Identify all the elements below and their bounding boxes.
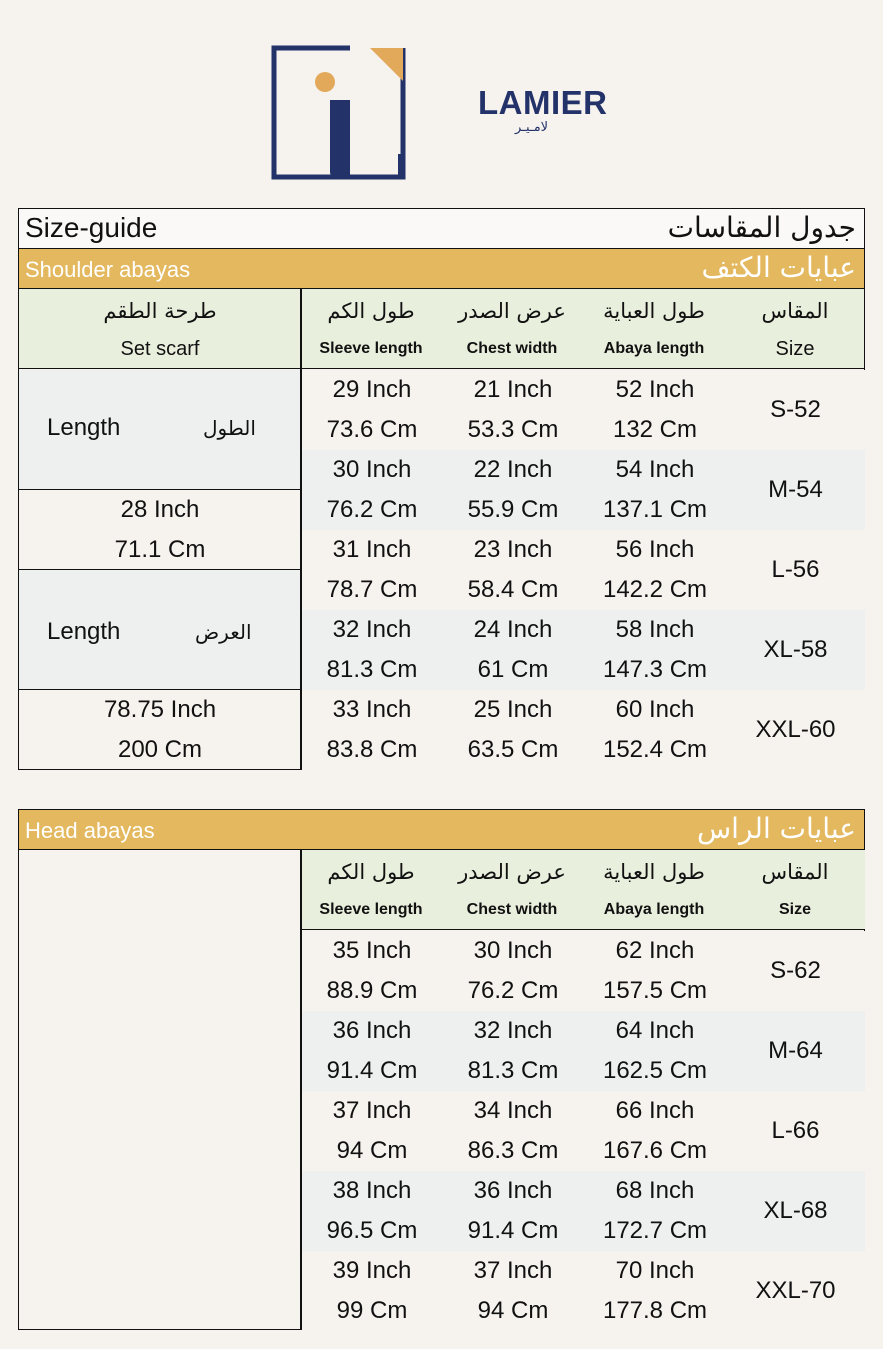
scarf-header-arabic: طرحة الطقم	[103, 299, 217, 323]
section-title-english: Head abayas	[25, 818, 155, 843]
chest-cm-value: 58.4 Cm	[467, 576, 559, 603]
size-label: L-66	[771, 1117, 820, 1144]
title-arabic: جدول المقاسات	[667, 211, 856, 244]
chest-in-value: 32 Inch	[473, 1017, 553, 1044]
abaya-cm-value: 147.3 Cm	[602, 656, 708, 683]
sleeve-cm-value: 99 Cm	[336, 1297, 408, 1324]
brand-name: LAMIER	[478, 84, 608, 121]
chest-header-english: Chest width	[466, 340, 558, 357]
size-row	[302, 1171, 865, 1251]
chest-header-arabic: عرض الصدر	[458, 860, 566, 884]
head-size-table	[18, 809, 865, 1330]
size-row	[302, 450, 865, 530]
size-label: L-56	[771, 556, 820, 583]
sleeve-in-value: 31 Inch	[332, 536, 412, 563]
sleeve-cm-value: 73.6 Cm	[326, 416, 418, 443]
chest-cm-value: 61 Cm	[477, 656, 549, 683]
sleeve-header-english: Sleeve length	[319, 901, 423, 918]
abaya-cm-value: 137.1 Cm	[602, 496, 708, 523]
size-label: S-52	[770, 396, 821, 423]
column-header-row	[19, 289, 864, 369]
size-row	[302, 690, 865, 770]
sleeve-in-value: 35 Inch	[332, 937, 412, 964]
abaya-in-value: 70 Inch	[615, 1257, 695, 1284]
size-row	[302, 931, 865, 1011]
abaya-in-value: 60 Inch	[615, 696, 695, 723]
scarf-length-inch: 28 Inch	[120, 496, 200, 523]
size-header-english: Size	[775, 337, 815, 360]
scarf-width-label-cell	[19, 570, 301, 689]
sleeve-cm-value: 83.8 Cm	[326, 736, 418, 763]
sleeve-in-value: 30 Inch	[332, 456, 412, 483]
abaya-header-english: Abaya length	[603, 340, 705, 357]
scarf-width-cm: 200 Cm	[117, 736, 203, 763]
abaya-in-value: 52 Inch	[615, 376, 695, 403]
size-label: XL-68	[763, 1197, 828, 1224]
section-title-english: Shoulder abayas	[25, 257, 191, 282]
abaya-cm-value: 172.7 Cm	[602, 1217, 708, 1244]
chest-in-value: 24 Inch	[473, 616, 553, 643]
size-row	[302, 370, 865, 450]
scarf-width-arabic: العرض	[195, 620, 252, 644]
size-header-arabic: المقاس	[761, 299, 829, 323]
scarf-length-arabic: الطول	[203, 416, 256, 440]
size-header-arabic: المقاس	[761, 860, 829, 884]
chest-cm-value: 94 Cm	[477, 1297, 549, 1324]
chest-in-value: 21 Inch	[473, 376, 553, 403]
scarf-length-label: Length	[47, 414, 121, 441]
size-row	[302, 530, 865, 610]
abaya-in-value: 58 Inch	[615, 616, 695, 643]
scarf-length-value-cell	[19, 490, 301, 569]
sleeve-cm-value: 91.4 Cm	[326, 1057, 418, 1084]
chest-in-value: 37 Inch	[473, 1257, 553, 1284]
abaya-header-arabic: طول العباية	[603, 860, 705, 884]
column-header-row	[301, 850, 865, 930]
sleeve-in-value: 39 Inch	[332, 1257, 412, 1284]
scarf-width-label: Length	[47, 618, 121, 645]
sleeve-cm-value: 96.5 Cm	[326, 1217, 418, 1244]
scarf-length-cm: 71.1 Cm	[114, 536, 206, 563]
chest-cm-value: 81.3 Cm	[467, 1057, 559, 1084]
section-title-arabic: عبايات الراس	[697, 812, 856, 845]
sleeve-cm-value: 76.2 Cm	[326, 496, 418, 523]
sleeve-header-english: Sleeve length	[319, 340, 423, 357]
abaya-cm-value: 157.5 Cm	[602, 977, 708, 1004]
scarf-width-value-cell	[19, 690, 301, 769]
lamier-logo-icon	[270, 44, 410, 182]
size-label: XL-58	[763, 636, 828, 663]
chest-cm-value: 55.9 Cm	[467, 496, 559, 523]
sleeve-cm-value: 94 Cm	[336, 1137, 408, 1164]
chest-cm-value: 91.4 Cm	[467, 1217, 559, 1244]
chest-cm-value: 63.5 Cm	[467, 736, 559, 763]
chest-header-arabic: عرض الصدر	[458, 299, 566, 323]
abaya-header-english: Abaya length	[603, 901, 705, 918]
sleeve-header-arabic: طول الكم	[327, 299, 415, 323]
abaya-cm-value: 162.5 Cm	[602, 1057, 708, 1084]
scarf-width-inch: 78.75 Inch	[103, 696, 217, 723]
chest-cm-value: 86.3 Cm	[467, 1137, 559, 1164]
abaya-in-value: 66 Inch	[615, 1097, 695, 1124]
sleeve-cm-value: 88.9 Cm	[326, 977, 418, 1004]
section-band-head	[19, 810, 864, 850]
chest-cm-value: 76.2 Cm	[467, 977, 559, 1004]
sleeve-in-value: 29 Inch	[332, 376, 412, 403]
abaya-in-value: 54 Inch	[615, 456, 695, 483]
scarf-header-english: Set scarf	[120, 337, 200, 360]
abaya-in-value: 62 Inch	[615, 937, 695, 964]
sleeve-in-value: 38 Inch	[332, 1177, 412, 1204]
sleeve-in-value: 32 Inch	[332, 616, 412, 643]
sleeve-cm-value: 81.3 Cm	[326, 656, 418, 683]
sleeve-cm-value: 78.7 Cm	[326, 576, 418, 603]
abaya-header-arabic: طول العباية	[603, 299, 705, 323]
size-label: S-62	[770, 957, 821, 984]
size-label: M-64	[768, 1037, 823, 1064]
title-row	[19, 209, 864, 249]
sleeve-in-value: 37 Inch	[332, 1097, 412, 1124]
section-band-shoulder	[19, 249, 864, 289]
abaya-cm-value: 152.4 Cm	[602, 736, 708, 763]
shoulder-size-table	[18, 208, 865, 770]
abaya-in-value: 68 Inch	[615, 1177, 695, 1204]
title-english: Size-guide	[25, 212, 158, 243]
abaya-in-value: 56 Inch	[615, 536, 695, 563]
chest-in-value: 34 Inch	[473, 1097, 553, 1124]
size-label: XXL-70	[755, 1277, 836, 1304]
abaya-in-value: 64 Inch	[615, 1017, 695, 1044]
size-row	[302, 610, 865, 690]
abaya-cm-value: 177.8 Cm	[602, 1297, 708, 1324]
shoulder-rows	[302, 370, 865, 770]
chest-cm-value: 53.3 Cm	[467, 416, 559, 443]
sleeve-in-value: 36 Inch	[332, 1017, 412, 1044]
scarf-length-label-cell	[19, 370, 301, 489]
chest-in-value: 23 Inch	[473, 536, 553, 563]
size-label: M-54	[768, 476, 823, 503]
size-row	[302, 1091, 865, 1171]
chest-header-english: Chest width	[466, 901, 558, 918]
size-label: XXL-60	[755, 716, 836, 743]
size-header-english: Size	[778, 901, 811, 918]
abaya-cm-value: 132 Cm	[612, 416, 698, 443]
abaya-cm-value: 142.2 Cm	[602, 576, 708, 603]
size-row	[302, 1011, 865, 1091]
size-row	[302, 1251, 865, 1331]
sleeve-in-value: 33 Inch	[332, 696, 412, 723]
chest-in-value: 25 Inch	[473, 696, 553, 723]
chest-in-value: 22 Inch	[473, 456, 553, 483]
head-rows	[302, 931, 865, 1331]
chest-in-value: 30 Inch	[473, 937, 553, 964]
abaya-cm-value: 167.6 Cm	[602, 1137, 708, 1164]
section-title-arabic: عبايات الكتف	[701, 251, 856, 284]
brand-name-arabic: لامـيـر	[515, 120, 549, 135]
sleeve-header-arabic: طول الكم	[327, 860, 415, 884]
chest-in-value: 36 Inch	[473, 1177, 553, 1204]
